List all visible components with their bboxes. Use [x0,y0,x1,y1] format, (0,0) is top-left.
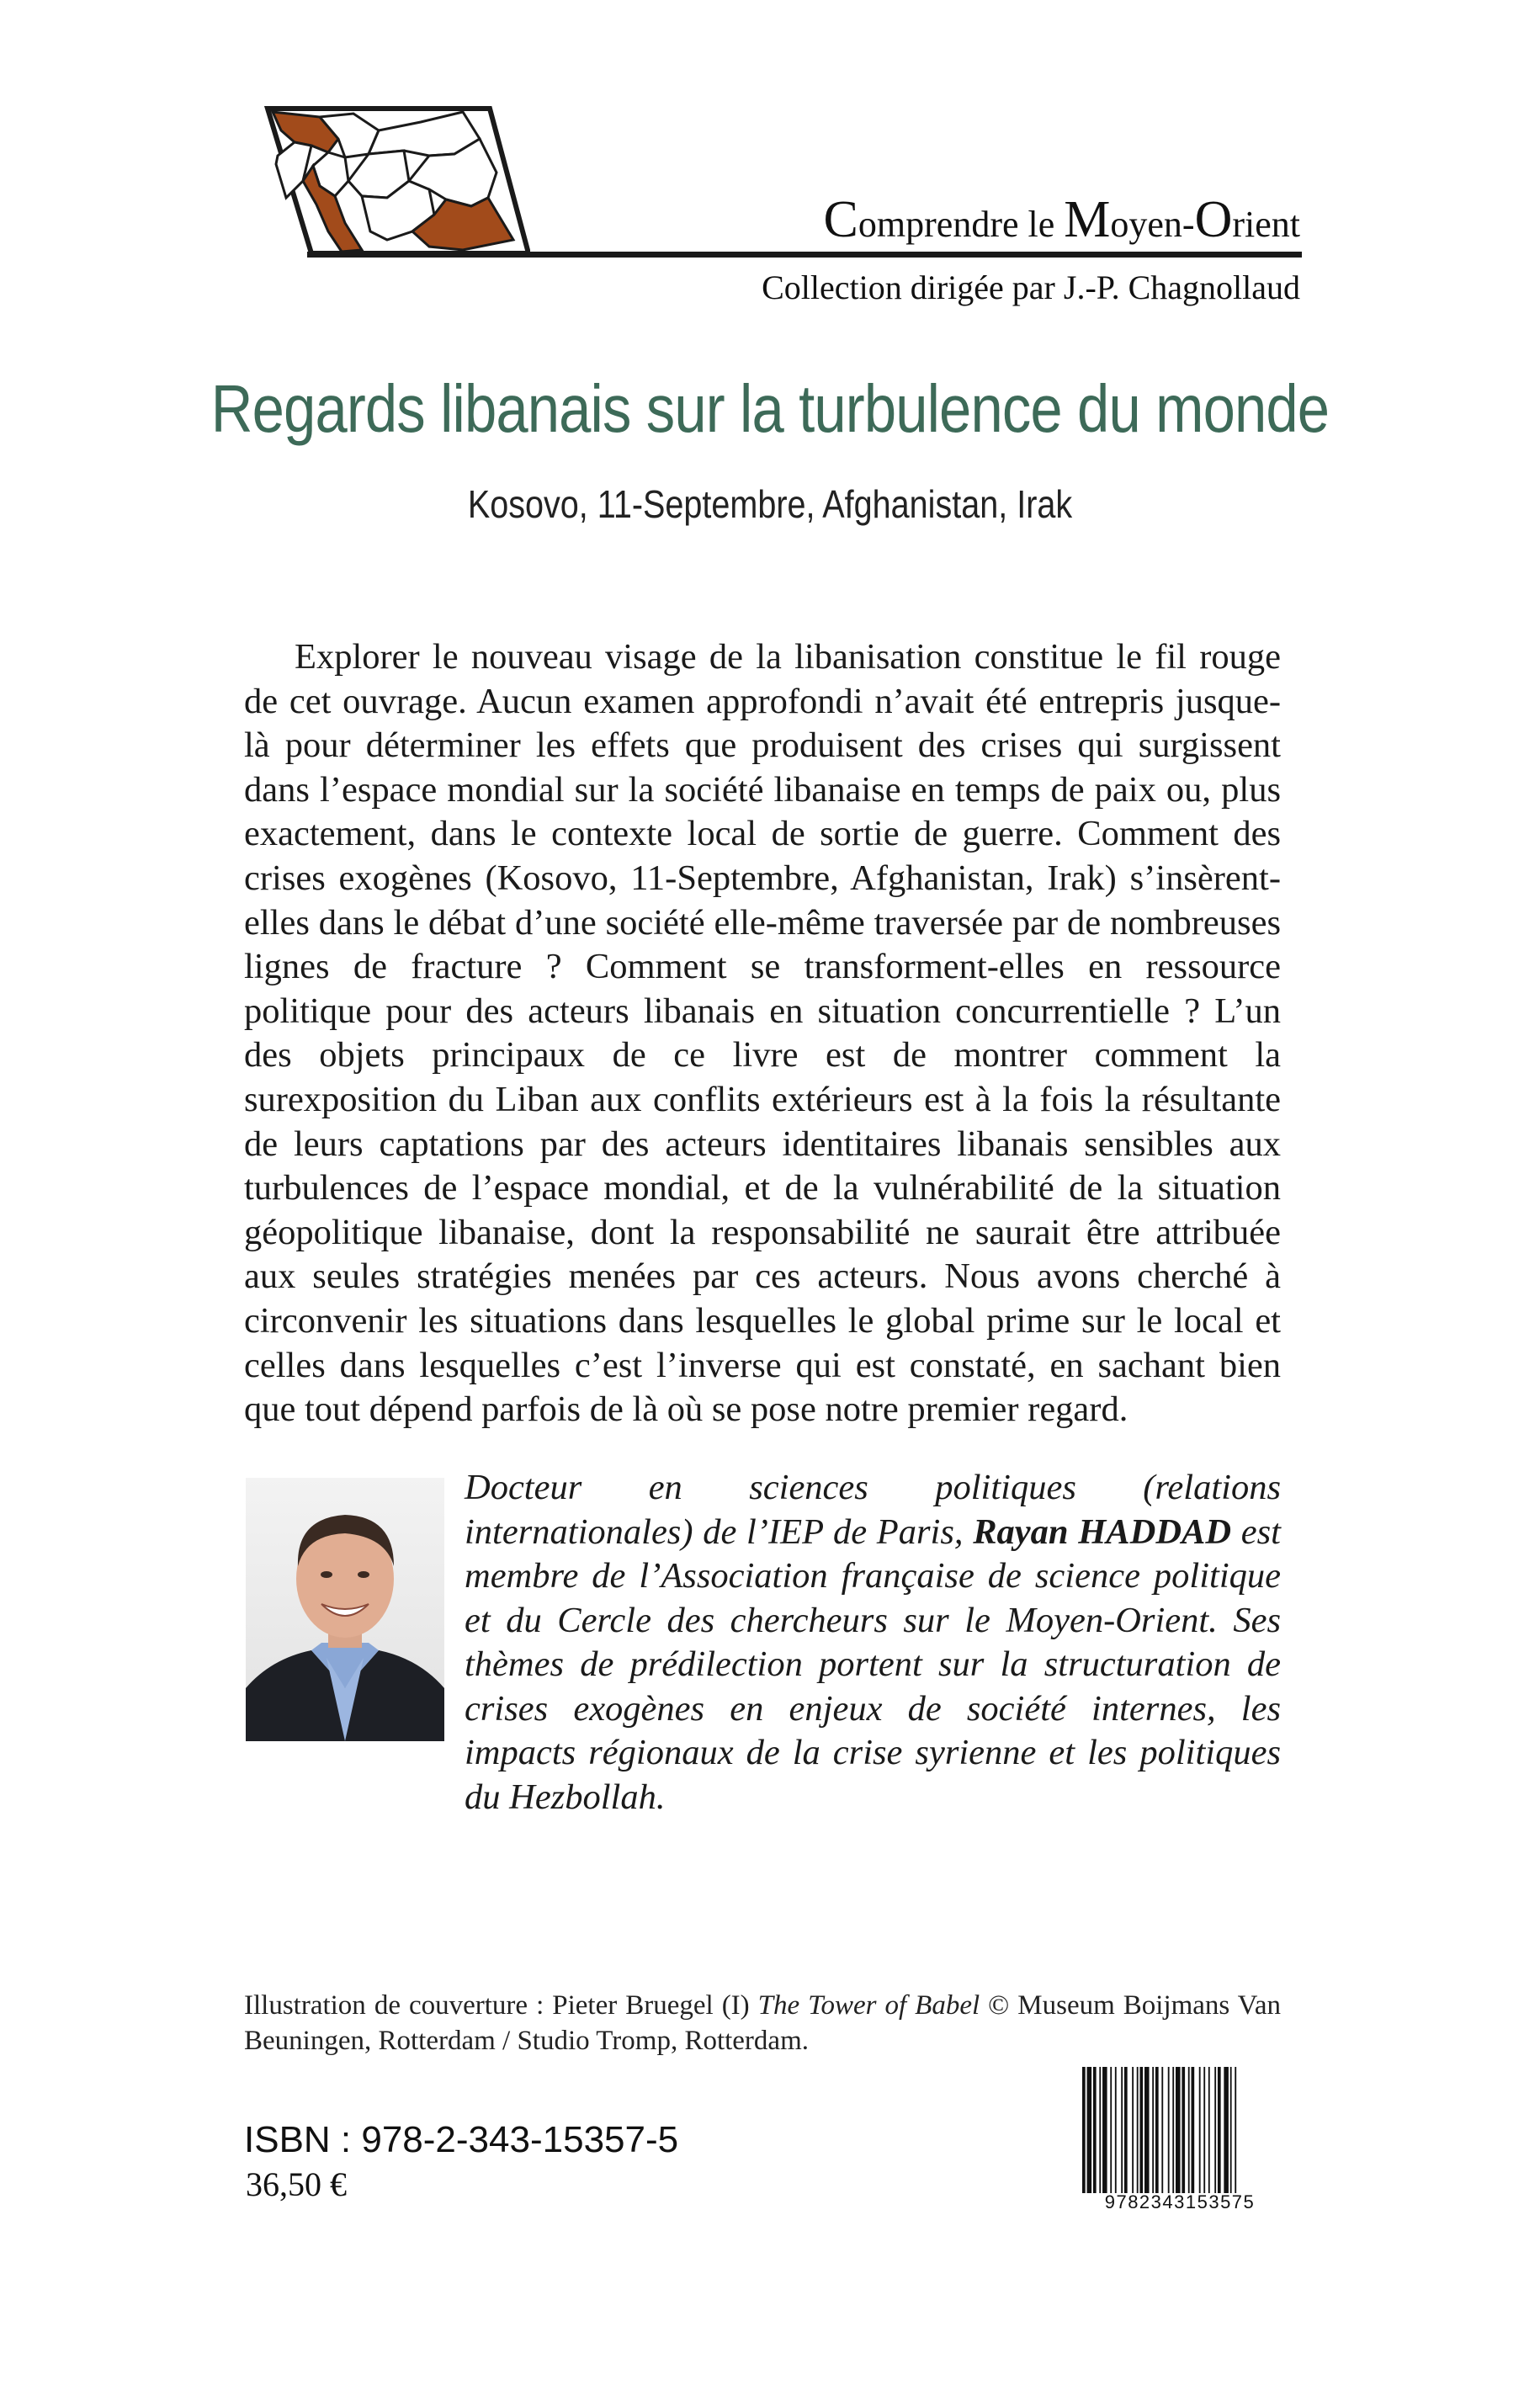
book-title: Regards libanais sur la turbulence du monde [210,371,1330,446]
barcode-bar [1218,2067,1221,2193]
barcode-bar [1188,2067,1190,2193]
barcode-bar [1168,2067,1170,2193]
barcode-bar [1230,2067,1232,2193]
price: 36,50 € [246,2165,347,2203]
cover-credits: Illustration de couverture : Pieter Bruegel (I) The Tower of Babel © Museum Boijmans Van Beuningen, Rotterdam / Studio Tromp, Rotterdam. [244,1990,1282,2056]
barcode-icon [1079,2067,1281,2202]
barcode-bar [1082,2067,1086,2193]
barcode-bar [1132,2067,1134,2193]
barcode-bar [1139,2067,1143,2193]
barcode-bar [1172,2067,1174,2193]
barcode-bar [1087,2067,1092,2193]
author-name: Rayan HADDAD [973,1511,1232,1552]
barcode-bar [1152,2067,1154,2193]
barcode-bar [1235,2067,1236,2193]
isbn: ISBN : 978-2-343-15357-5 [244,2119,679,2160]
blurb-paragraph [244,635,1281,1432]
barcode-bar [1115,2067,1117,2193]
barcode-bar [1161,2067,1163,2193]
middle-east-map-icon [261,105,530,265]
barcode-bar [1121,2067,1123,2193]
barcode-bar [1214,2067,1216,2193]
barcode-digits: 9782343153575 [1104,2191,1256,2212]
series-director: Collection dirigée par J.-P. Chagnollaud [762,268,1300,306]
barcode-bar [1192,2067,1195,2193]
barcode-bar [1203,2067,1205,2193]
series-name: Comprendre le Moyen-Orient [823,191,1300,248]
barcode-bar [1124,2067,1128,2193]
barcode-bar [1176,2067,1181,2193]
series-rule [307,252,1302,258]
blurb-text: Explorer le nouveau visage de la libanisation constitue le fil rouge de cet ouvrage. Aucun examen approfondi n’avait été entrepris jusque-là pour déterminer les effets que produisent des crises qui surgissent dans l’espace mondial sur la société libanaise en temps de paix ou, plus exactement, dans le contexte local de sortie de guerre. Comment des crises exogènes (Kosovo, 11-Septembre, Afghanistan, Irak) s’insèrent-elles dans le débat d’une société elle-même traversée par de nombreuses lignes de fracture ? Comment se transforment-elles en ressource politique pour des acteurs libanais en situation concurrentielle ? L’un des objets principaux de ce livre est de montrer comment la surexposition du Liban aux conflits extérieurs est à la fois la résultante de leurs captations par des acteurs identitaires libanais sensibles aux turbulences de l’espace mondial, et de la vulnérabilité de la situation géopolitique libanaise, dont la responsabilité ne saurait être attribuée aux seules stratégies menées par ces acteurs. Nous avons cherché à circonvenir les situations dans lesquelles le global prime sur le local et celles dans lesquelles c’est l’inverse qui est constaté, en sachant bien que tout dépend parfois de là où se pose notre premier regard. [244,637,1281,1430]
barcode-bar [1099,2067,1101,2193]
barcode-bar [1102,2067,1107,2193]
barcode-bar [1137,2067,1139,2193]
barcode-bar [1199,2067,1201,2193]
book-subtitle: Kosovo, 11-Septembre, Afghanistan, Irak [467,482,1073,526]
barcode-bar [1144,2067,1150,2193]
author-photo [246,1478,444,1741]
barcode-bar [1224,2067,1229,2193]
barcode-bar [1110,2067,1112,2193]
author-bio: Docteur en sciences politiques (relations internationales) de l’IEP de Paris, Rayan HADDAD est membre de l’Association française de science politique et du Cercle des chercheurs sur le Moyen-Orient. Ses thèmes de prédilection portent sur la structuration de crises exogènes en enjeux de société internes, les impacts régionaux de la crise syrienne et les politiques du Hezbollah. [465,1468,1281,1817]
artwork-title: The Tower of Babel [757,1990,980,2021]
barcode-bar [1182,2067,1185,2193]
barcode-bar [1208,2067,1210,2193]
barcode-bar [1155,2067,1159,2193]
barcode-bar [1093,2067,1097,2193]
